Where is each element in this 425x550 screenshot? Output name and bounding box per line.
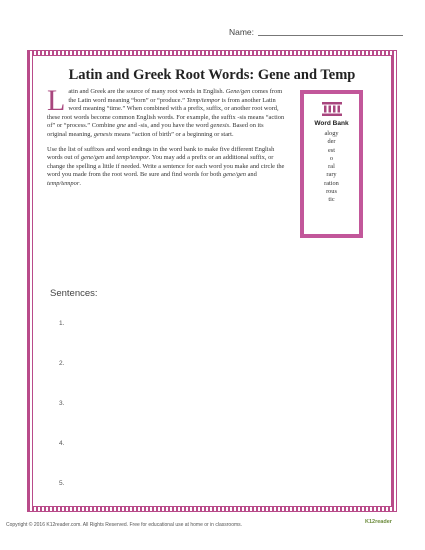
name-label: Name: xyxy=(228,27,254,37)
word-bank-item: alogy xyxy=(324,130,339,137)
name-line[interactable] xyxy=(258,35,403,36)
word-bank-item: rous xyxy=(326,188,337,196)
word-bank-inner xyxy=(304,94,359,234)
decorative-border xyxy=(27,50,397,512)
intro-paragraph xyxy=(47,84,285,140)
text-run: temp/tempor xyxy=(116,154,149,162)
text-run: and xyxy=(245,171,257,179)
drop-cap: L xyxy=(47,84,66,117)
text-run: and -sis, and you have the word xyxy=(125,122,211,130)
sentences-heading: Sentences: xyxy=(50,288,98,299)
word-bank-item: est xyxy=(328,146,335,154)
text-run: Gene/gen xyxy=(225,88,251,95)
word-bank-item: o xyxy=(329,154,334,162)
sentence-number-1[interactable]: 1. xyxy=(59,320,65,327)
text-run: genesis xyxy=(93,130,113,138)
word-bank xyxy=(300,90,363,238)
sentence-number-5[interactable]: 5. xyxy=(59,480,65,487)
text-run: . xyxy=(79,179,81,187)
text-run: genesis xyxy=(210,122,230,130)
instructions-paragraph xyxy=(47,146,285,189)
page-title: Latin and Greek Root Words: Gene and Temp xyxy=(68,67,356,83)
text-run: gne xyxy=(116,122,126,130)
text-run: and xyxy=(103,154,117,162)
text-run: atin and Greek are the source of many root words in English. xyxy=(68,88,226,95)
text-run: Use the list of suffixes and word endings in the word bank to make five different English words out of xyxy=(47,145,275,162)
text-run: . Based on its original meaning, xyxy=(47,122,264,138)
word-bank-item: tic xyxy=(328,196,335,204)
sentence-number-3[interactable]: 3. xyxy=(59,400,65,407)
text-run: means “action of birth” or a beginning or start. xyxy=(112,130,234,138)
text-run: gene/gen xyxy=(222,171,246,179)
k12reader-logo: K12reader xyxy=(365,519,392,525)
text-run: temp/tempor xyxy=(47,179,80,187)
text-run: gene/gen xyxy=(80,154,104,162)
text-run: comes from the Latin word meaning “born” or “produce.” xyxy=(68,88,283,104)
worksheet-panel xyxy=(32,55,392,507)
word-bank-item: ration xyxy=(324,179,339,187)
word-bank-item: rary xyxy=(326,171,337,179)
text-run: Temp/tempor xyxy=(186,96,221,104)
sentence-number-4[interactable]: 4. xyxy=(59,440,65,447)
intro-text xyxy=(47,84,285,195)
text-run: is from another Latin word meaning “time.” When combined with a prefix, suffix, or another root word, these root words become common English words. For example, the suffix -sis means “action of” or “process.” Combine xyxy=(47,96,285,130)
word-bank-title: Word Bank xyxy=(314,120,349,127)
text-run: . You may add a prefix or an additional suffix, or change the spelling a little if needed. Write a sentence for each word you make and circle the word you made from the root word. Be sure and find words for both xyxy=(47,154,285,179)
sentence-number-2[interactable]: 2. xyxy=(59,360,65,367)
copyright-text: Copyright © 2016 K12reader.com. All Rights Reserved. Free for educational use at home or in classrooms. xyxy=(6,522,243,528)
name-field[interactable] xyxy=(229,27,403,37)
word-bank-item: ral xyxy=(328,163,335,171)
word-bank-item: der xyxy=(327,138,336,146)
columns-icon xyxy=(322,102,342,116)
